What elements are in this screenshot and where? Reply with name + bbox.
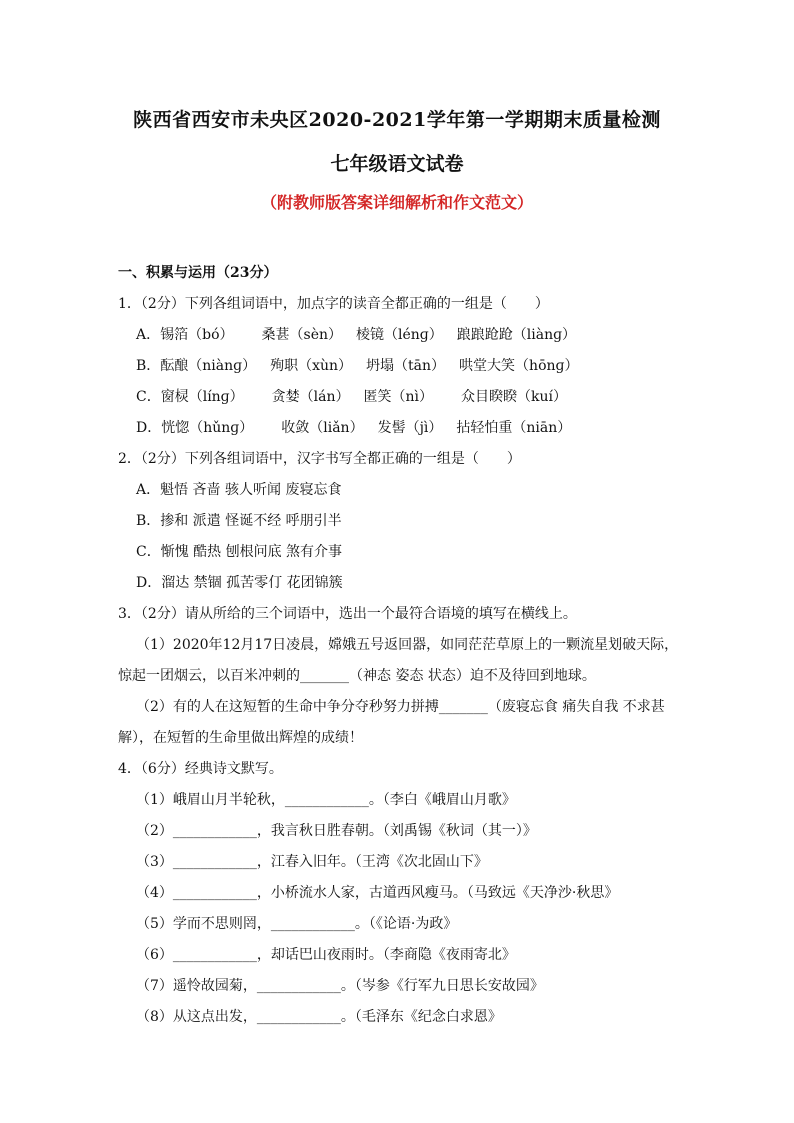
q4-item: （2）____________，我言秋日胜春朝。（刘禹锡《秋词（其一）》 [136,823,537,839]
q1-d-word1: D．恍惚（hǔnɡ） [136,420,254,436]
q1-b-word2: 殉职（xùn） [270,358,353,374]
q1-option-a [118,320,688,351]
q2-option-a: A．魁悟 吝啬 骇人听闻 废寝忘食 [136,482,342,498]
q3-part2-line2: 解），在短暂的生命里做出辉煌的成绩！ [118,730,363,746]
q1-a-word4: 踉踉跄跄（liànɡ） [456,327,577,343]
q2-option-c: C．惭愧 酷热 刨根问底 煞有介事 [136,544,343,560]
q1-a-word1: A．锡箔（bó） [136,327,234,343]
q4-item: （3）____________，江春入旧年。（王湾《次北固山下》 [136,854,488,870]
q1-stem: 1．（2分）下列各组词语中，加点字的读音全都正确的一组是（ ） [118,296,549,312]
q2-option-b: B．掺和 派遣 怪诞不经 呼朋引半 [136,513,342,529]
q1-d-word4: 拈轻怕重（niān） [456,420,572,436]
q3-part1-line2: 惊起一团烟云，以百米冲刺的_______（神态 姿态 状态）迫不及待回到地球。 [118,668,596,684]
q1-c-word3: 匿笑（nì） [363,389,433,405]
q1-option-c [118,382,688,413]
q4-item: （1）峨眉山月半轮秋，____________。（李白《峨眉山月歌》 [136,792,516,808]
q1-option-b [118,351,688,382]
q3-stem: 3．（2分）请从所给的三个词语中，选出一个最符合语境的填写在横线上。 [118,606,577,622]
q4-item: （6）____________，却话巴山夜雨时。（李商隐《夜雨寄北》 [136,947,516,963]
q1-c-word4: 众目睽睽（kuí） [461,389,567,405]
q4-item: （4）____________，小桥流水人家，古道西风瘦马。（马致远《天净沙·秋思》 [136,885,619,901]
q3-part2-line1: （2）有的人在这短暂的生命中争分夺秒努力拼搏_______（废寝忘食 痛失自我 不求甚 [136,699,665,715]
q1-option-d [118,413,688,444]
q2-option-d: D．溜达 禁锢 孤苦零仃 花团锦簇 [136,575,343,591]
q3-part1-line1: （1）2020年12月17日凌晨，嫦娥五号返回器，如同茫茫草原上的一颗流星划破天际， [136,637,679,653]
q1-a-word3: 棱镜（lénɡ） [356,327,443,343]
exam-content [118,258,688,1033]
q1-b-word3: 坍塌（tān） [366,358,446,374]
q4-item: （7）遥怜故园菊，____________。（岑参《行军九日思长安故园》 [136,978,544,994]
q1-c-word1: C．窗棂（línɡ） [136,389,244,405]
q1-b-word4: 哄堂大笑（hōnɡ） [459,358,579,374]
q1-b-word1: B．酝酿（niànɡ） [136,358,257,374]
page-subtitle: 七年级语文试卷 [330,153,464,175]
q1-d-word2: 收敛（liǎn） [281,420,364,436]
answer-note: （附教师版答案详细解析和作文范文） [260,193,533,212]
q1-c-word2: 贪婪（lán） [271,389,350,405]
q4-item: （8）从这点出发，____________。（毛泽东《纪念白求恩》 [136,1009,502,1025]
page-title: 陕西省西安市未央区2020-2021学年第一学期期末质量检测 [133,109,661,131]
q2-stem: 2．（2分）下列各组词语中，汉字书写全都正确的一组是（ ） [118,451,521,467]
q1-a-word2: 桑葚（sèn） [261,327,343,343]
q4-stem: 4．（6分）经典诗文默写。 [118,761,283,777]
section-heading: 一、积累与运用（23分） [118,265,278,281]
q4-item: （5）学而不思则罔，____________。（《论语·为政》 [136,916,458,932]
q1-d-word3: 发髻（jì） [377,420,443,436]
